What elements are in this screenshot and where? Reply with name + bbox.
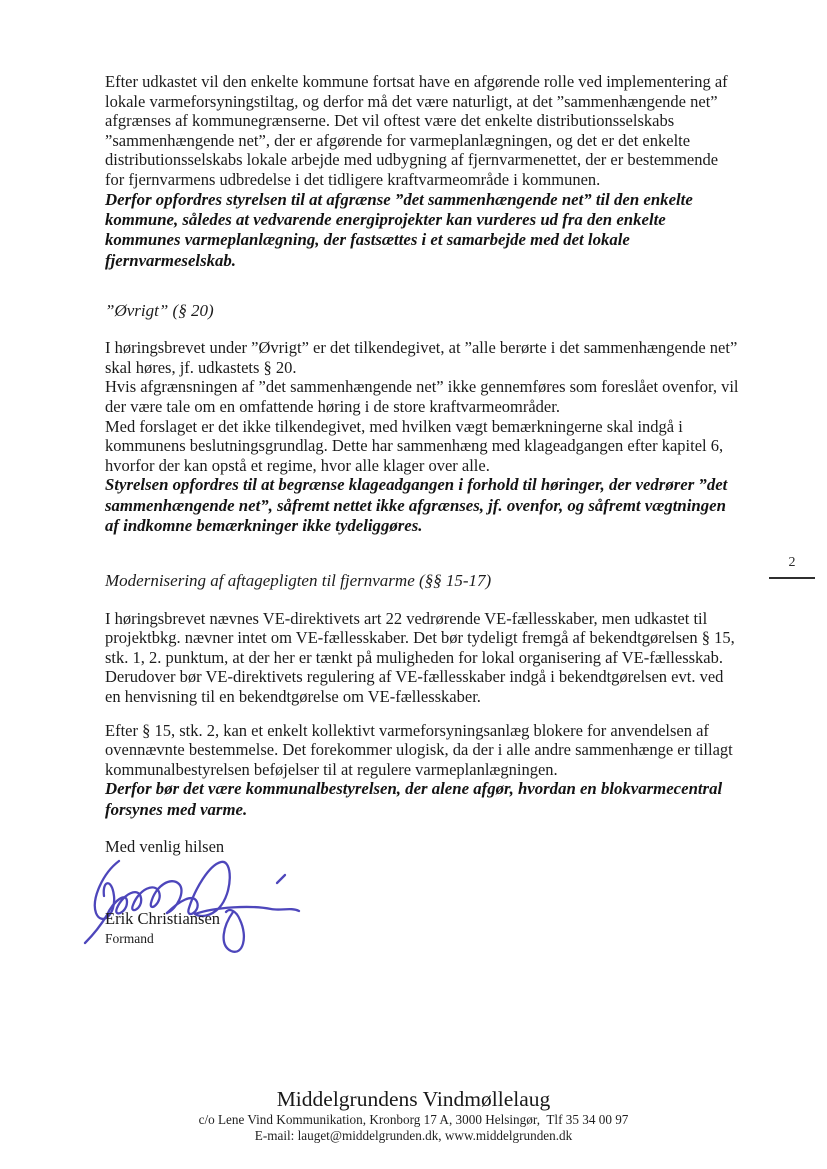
recommendation-afgraense-net: Derfor opfordres styrelsen til at afgrænse ”det sammenhængende net” til den enkelte kommune, således at vedvarende energiprojekter kan vurderes ud fra den enkelte kommunes varmeplanlægning, der fastsættes i et samarbejde med det lokale fjernvarmeselskab. — [105, 189, 693, 270]
paragraph-kommune-rolle: Efter udkastet vil den enkelte kommune fortsat have en afgørende rolle ved implementering af lokale varmeforsyningstiltag, og derfor må det være naturligt, at det ”sammenhængende net” afgrænses af kommunegrænserne. Det vil oftest være det enkelte distributionsselskabs ”sammenhængende net”, der er afgørende for varmeplanlægningen, og det er det enkelte distributionsselskabs lokale arbejde med udbygning af fjernvarmenettet, der er bestemmende for fjernvarmens udbredelse i det tidligere kraftvarmeområde i kommunen. — [105, 72, 728, 189]
modernisering-paragraph-1: I høringsbrevet nævnes VE-direktivets art 22 vedrørende VE-fællesskaber, men udkastet til projektbkg. nævner intet om VE-fællesskaber. Det bør tydeligt fremgå af bekendtgørelsen § 15, stk. 1, 2. punktum, at der her er tænkt på muligheden for lokal organisering af VE-fællesskab. Derudover bør VE-direktivets regulering af VE-fællesskaber indgå i bekendtgørelsen evt. ved en henvisning til en bekendtgørelse om VE-fællesskaber. — [105, 608, 735, 706]
page-number-rule — [769, 577, 815, 579]
modernisering-paragraph-2: Efter § 15, stk. 2, kan et enkelt kollektivt varmeforsyningsanlæg blokere for anvendelsen af ovennævnte bestemmelse. Det forekommer ulogisk, da der i alle andre sammenhænge er tillagt kommunalbestyrelsen beføjelser til at regulere varmeplanlægningen. — [105, 720, 733, 779]
signer-name: Erik Christiansen — [105, 908, 221, 928]
ovrigt-paragraph-2: Hvis afgrænsningen af ”det sammenhængende net” ikke gennemføres som foreslået ovenfor, vil der være tale om en omfattende høring i de store kraftvarmeområder. — [105, 377, 739, 416]
section-heading-ovrigt: ”Øvrigt” (§ 20) — [105, 301, 214, 321]
signature-block — [105, 857, 739, 957]
section-heading-modernisering: Modernisering af aftagepligten til fjernvarme (§§ 15-17) — [105, 570, 492, 590]
letterhead-footer — [0, 1086, 827, 1144]
recommendation-blokvarmecentral: Derfor bør det være kommunalbestyrelsen, der alene afgør, hvordan en blokvarmecentral forsynes med varme. — [105, 779, 723, 819]
organization-name: Middelgrundens Vindmøllelaug — [276, 1087, 551, 1111]
ovrigt-paragraph-1: I høringsbrevet under ”Øvrigt” er det tilkendegivet, at ”alle berørte i det sammenhængende net” skal høres, jf. udkastets § 20. — [105, 338, 738, 377]
page-number: 2 — [788, 555, 796, 570]
letter-body — [105, 72, 739, 957]
page-number-block — [766, 555, 818, 579]
signer-title: Formand — [105, 930, 154, 946]
ovrigt-paragraph-3: Med forslaget er det ikke tilkendegivet, med hvilken vægt bemærkningerne skal indgå i kommunens beslutningsgrundlag. Dette har sammenhæng med klageadgangen efter kapitel 6, hvorfor der kan opstå et regime, hvor alle klager over alle. — [105, 416, 724, 475]
footer-address-line: c/o Lene Vind Kommunikation, Kronborg 17 A, 3000 Helsingør, Tlf 35 34 00 97 — [198, 1112, 629, 1127]
footer-contact-line: E-mail: lauget@middelgrunden.dk, www.middelgrunden.dk — [254, 1128, 573, 1143]
closing-salutation: Med venlig hilsen — [105, 837, 225, 857]
recommendation-klageadgang: Styrelsen opfordres til at begrænse klageadgangen i forhold til høringer, der vedrører ”det sammenhængende net”, såfremt nettet ikke afgrænses, jf. ovenfor, og såfremt vægtningen af indkomne bemærkninger ikke tydeliggøres. — [105, 475, 728, 536]
